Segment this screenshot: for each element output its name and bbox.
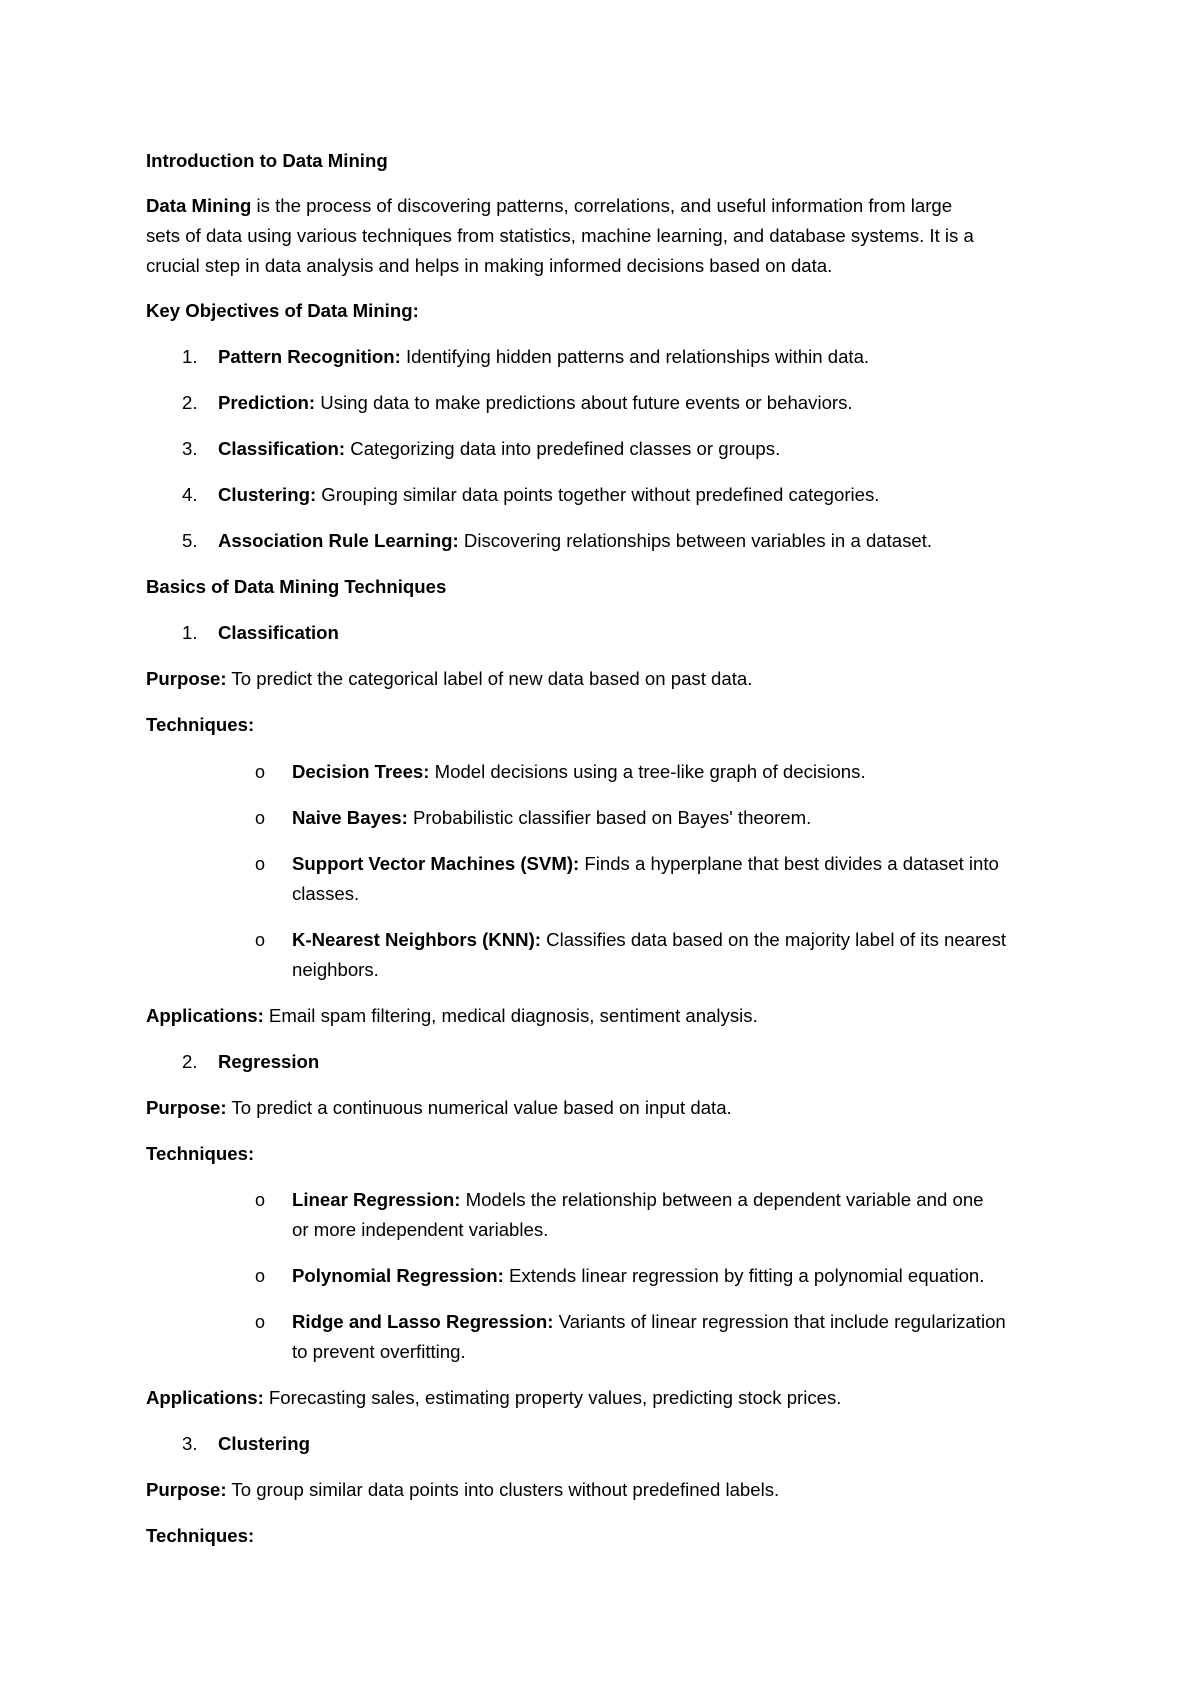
section-number: 3. <box>182 1433 198 1454</box>
document-title: Introduction to Data Mining <box>146 150 388 171</box>
purpose-text: To predict the categorical label of new data based on past data. <box>226 668 753 689</box>
applications-text: Email spam filtering, medical diagnosis, sentiment analysis. <box>263 1005 758 1026</box>
bullet-marker: o <box>255 854 266 874</box>
techniques-label: Techniques: <box>146 1525 255 1546</box>
technique-item <box>292 807 811 829</box>
technique-text: Model decisions using a tree-like graph of decisions. <box>429 761 866 782</box>
purpose-text: To group similar data points into clusters without predefined labels. <box>226 1479 780 1500</box>
list-number: 5. <box>182 530 198 551</box>
purpose-text: To predict a continuous numerical value based on input data. <box>226 1097 732 1118</box>
bullet-marker: o <box>255 1266 266 1286</box>
intro-text: is the process of discovering patterns, correlations, and useful information from large <box>251 195 953 216</box>
purpose-line <box>146 1097 732 1119</box>
intro-paragraph-line-3: crucial step in data analysis and helps in making informed decisions based on data. <box>146 255 833 276</box>
basics-heading: Basics of Data Mining Techniques <box>146 576 447 597</box>
section-title: Classification <box>218 622 339 643</box>
objective-text: Identifying hidden patterns and relationships within data. <box>400 346 870 367</box>
technique-text: Models the relationship between a dependent variable and one <box>460 1189 984 1210</box>
technique-item <box>292 761 866 783</box>
technique-item <box>292 929 1006 951</box>
objective-label: Prediction: <box>218 392 316 413</box>
list-number: 3. <box>182 438 198 459</box>
bullet-marker: o <box>255 930 266 950</box>
objective-label: Association Rule Learning: <box>218 530 459 551</box>
technique-label: Decision Trees: <box>292 761 430 782</box>
technique-continuation: or more independent variables. <box>292 1219 549 1240</box>
bullet-marker: o <box>255 762 266 782</box>
objective-label: Classification: <box>218 438 346 459</box>
technique-text: Probabilistic classifier based on Bayes' theorem. <box>407 807 812 828</box>
objective-label: Clustering: <box>218 484 317 505</box>
section-title: Clustering <box>218 1433 310 1454</box>
intro-term: Data Mining <box>146 195 252 216</box>
technique-item <box>292 1311 1006 1333</box>
section-number: 2. <box>182 1051 198 1072</box>
purpose-line <box>146 1479 779 1501</box>
technique-item <box>292 1265 984 1287</box>
section-title: Regression <box>218 1051 320 1072</box>
intro-paragraph-line-1 <box>146 195 952 217</box>
technique-text: Extends linear regression by fitting a polynomial equation. <box>503 1265 985 1286</box>
technique-continuation: neighbors. <box>292 959 379 980</box>
technique-item <box>292 1189 984 1211</box>
technique-label: Polynomial Regression: <box>292 1265 504 1286</box>
section-number: 1. <box>182 622 198 643</box>
technique-text: Classifies data based on the majority label of its nearest <box>540 929 1007 950</box>
applications-line <box>146 1387 841 1409</box>
objective-text: Grouping similar data points together without predefined categories. <box>316 484 880 505</box>
intro-paragraph-line-2: sets of data using various techniques from statistics, machine learning, and database systems. It is a <box>146 225 974 246</box>
applications-label: Applications: <box>146 1387 264 1408</box>
applications-text: Forecasting sales, estimating property values, predicting stock prices. <box>263 1387 842 1408</box>
bullet-marker: o <box>255 1190 266 1210</box>
objective-label: Pattern Recognition: <box>218 346 401 367</box>
technique-label: Ridge and Lasso Regression: <box>292 1311 554 1332</box>
technique-continuation: classes. <box>292 883 360 904</box>
bullet-marker: o <box>255 1312 266 1332</box>
technique-text: Variants of linear regression that include regularization <box>553 1311 1006 1332</box>
technique-continuation: to prevent overfitting. <box>292 1341 466 1362</box>
applications-label: Applications: <box>146 1005 264 1026</box>
purpose-label: Purpose: <box>146 668 227 689</box>
techniques-label: Techniques: <box>146 714 255 735</box>
objective-text: Discovering relationships between variables in a dataset. <box>458 530 933 551</box>
techniques-label: Techniques: <box>146 1143 255 1164</box>
technique-item <box>292 853 999 875</box>
list-number: 1. <box>182 346 198 367</box>
list-number: 4. <box>182 484 198 505</box>
applications-line <box>146 1005 758 1027</box>
purpose-line <box>146 668 752 690</box>
technique-label: K-Nearest Neighbors (KNN): <box>292 929 541 950</box>
list-number: 2. <box>182 392 198 413</box>
technique-label: Support Vector Machines (SVM): <box>292 853 580 874</box>
bullet-marker: o <box>255 808 266 828</box>
objective-text: Using data to make predictions about future events or behaviors. <box>315 392 853 413</box>
purpose-label: Purpose: <box>146 1097 227 1118</box>
objective-text: Categorizing data into predefined classes or groups. <box>345 438 781 459</box>
technique-text: Finds a hyperplane that best divides a dataset into <box>579 853 999 874</box>
objectives-heading: Key Objectives of Data Mining: <box>146 300 419 321</box>
purpose-label: Purpose: <box>146 1479 227 1500</box>
technique-label: Naive Bayes: <box>292 807 408 828</box>
technique-label: Linear Regression: <box>292 1189 461 1210</box>
